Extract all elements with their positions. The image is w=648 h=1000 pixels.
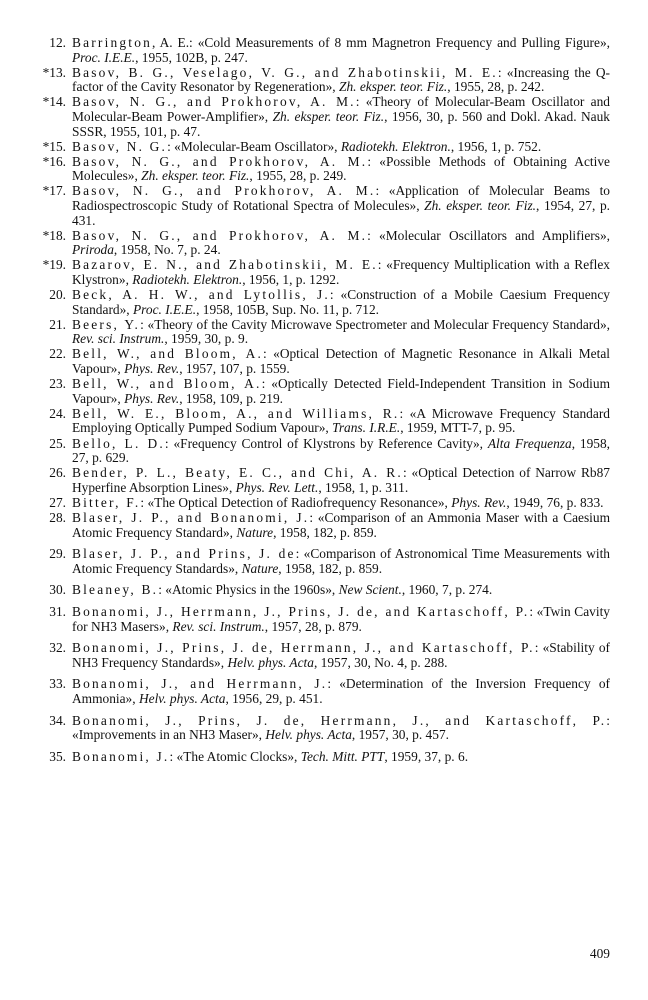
reference-details: , 1949, 76, p. 833. xyxy=(506,494,604,510)
reference-entry xyxy=(30,184,610,228)
reference-text xyxy=(72,605,610,634)
reference-details: , 1954, 27, p. 431. xyxy=(72,198,610,228)
reference-title: : «Twin Cavity for NH3 Masers», xyxy=(72,603,610,634)
reference-entry xyxy=(30,466,610,495)
reference-details: , 1956, 1, p. 752. xyxy=(450,138,542,154)
reference-text xyxy=(72,95,610,139)
reference-number: 26. xyxy=(49,465,66,481)
reference-entry xyxy=(30,347,610,376)
reference-journal: Alta Frequenza xyxy=(487,435,572,451)
reference-details: , 1955, 28, p. 242. xyxy=(447,79,545,95)
reference-authors: Beck, A. H. W., and Lytollis, J. xyxy=(72,287,330,303)
reference-authors: Barrington xyxy=(72,35,153,50)
reference-authors: Bonanomi, J., Herrmann, J., Prins, J. de, and Kartaschoff, P. xyxy=(72,603,530,619)
reference-text xyxy=(72,377,610,406)
reference-details: , 1958, 182, p. 859. xyxy=(278,560,383,576)
reference-number: *14. xyxy=(42,94,66,110)
reference-entry xyxy=(30,407,610,436)
reference-journal: Phys. Rev. xyxy=(451,494,507,510)
reference-title: : «The Atomic Clocks», xyxy=(169,748,301,764)
reference-title: : «Optical Detection of Narrow Rb87 Hyperfine Absorption Lines», xyxy=(72,465,610,495)
reference-text xyxy=(72,407,610,436)
reference-journal: Zh. eksper. teor. Fiz. xyxy=(339,79,448,95)
reference-entry xyxy=(30,258,610,287)
reference-entry xyxy=(30,496,610,511)
reference-number: 12. xyxy=(49,35,66,50)
reference-title: : «Frequency Multiplication with a Reflex Klystron», xyxy=(72,257,610,287)
reference-journal: Proc. I.E.E. xyxy=(133,301,197,317)
reference-entry xyxy=(30,155,610,184)
reference-text xyxy=(72,318,610,347)
reference-title: : «A Microwave Frequency Standard Employing Optically Pumped Sodium Vapour», xyxy=(72,405,610,436)
reference-journal: Radiotekh. Elektron. xyxy=(340,138,451,154)
reference-journal: Tech. Mitt. PTT xyxy=(300,748,385,764)
reference-entry xyxy=(30,66,610,95)
reference-text xyxy=(72,583,610,598)
reference-journal: Rev. sci. Instrum. xyxy=(72,331,165,347)
reference-journal: New Scient. xyxy=(338,582,402,598)
reference-entry xyxy=(30,677,610,706)
reference-title: : «Stability of NH3 Frequency Standards», xyxy=(72,640,610,670)
reference-title: : «Improvements in an NH3 Maser», xyxy=(72,712,610,743)
reference-title: : «Atomic Physics in the 1960s», xyxy=(158,582,339,598)
reference-title: : «Optical Detection of Magnetic Resonance in Alkali Metal Vapour», xyxy=(72,346,610,377)
reference-text xyxy=(72,229,610,258)
reference-details: , 1957, 30, p. 457. xyxy=(351,727,449,743)
reference-authors: Bitter, F. xyxy=(72,494,141,510)
reference-number: 31. xyxy=(49,603,66,619)
reference-details: , 1955, 102B, p. 247. xyxy=(135,49,248,65)
reference-journal: Helv. phys. Acta xyxy=(265,727,352,743)
reference-number: 20. xyxy=(49,287,66,303)
reference-text xyxy=(72,437,610,466)
reference-details: , 1957, 30, No. 4, p. 288. xyxy=(313,654,448,670)
reference-number: 32. xyxy=(49,640,66,656)
reference-journal: Phys. Rev. xyxy=(124,390,180,406)
reference-title: : «Possible Methods of Obtaining Active Molecules», xyxy=(72,153,610,184)
reference-title: : «Construction of a Mobile Caesium Frequency Standard», xyxy=(72,287,611,317)
reference-entry xyxy=(30,750,610,765)
reference-title: : «Optically Detected Field-Independent Transition in Sodium Vapour», xyxy=(72,376,610,406)
reference-entry xyxy=(30,547,610,576)
reference-text xyxy=(72,258,610,287)
reference-authors: Bender, P. L., Beaty, E. C., and Chi, A. R. xyxy=(72,465,403,481)
reference-details: , 1958, 1, p. 311. xyxy=(318,479,409,495)
reference-number: 21. xyxy=(49,316,66,332)
reference-title: : «The Optical Detection of Radiofrequency Resonance», xyxy=(140,494,452,510)
reference-authors: Bonanomi, J., and Herrmann, J. xyxy=(72,676,328,692)
reference-title: : «Comparison of Astronomical Time Measurements with Atomic Frequency Standards», xyxy=(72,546,610,576)
reference-authors: Bell, W., and Bloom, A. xyxy=(72,346,264,362)
reference-number: 24. xyxy=(49,405,66,421)
reference-entry xyxy=(30,641,610,670)
reference-number: *16. xyxy=(42,153,66,169)
reference-authors: Bonanomi, J., Prins, J. de, Herrmann, J., and Kartaschoff, P. xyxy=(72,640,535,656)
reference-text xyxy=(72,641,610,670)
reference-title: : «Molecular Oscillators and Amplifiers», xyxy=(367,227,610,243)
reference-journal: Proc. I.E.E. xyxy=(72,49,136,65)
page-number: 409 xyxy=(589,946,610,961)
reference-details: , 1958, 109, p. 219. xyxy=(179,390,284,406)
reference-number: 28. xyxy=(49,510,66,525)
reference-entry xyxy=(30,36,610,65)
reference-number: *19. xyxy=(42,257,66,273)
reference-details: , 1956, 29, p. 451. xyxy=(225,690,323,706)
reference-authors: Bazarov, E. N., and Zhabotinskii, M. E. xyxy=(72,257,378,273)
reference-number: 30. xyxy=(49,582,66,598)
reference-journal: Zh. eksper. teor. Fiz. xyxy=(141,168,250,184)
reference-text xyxy=(72,511,610,540)
reference-authors: Basov, N. G., and Prokhorov, A. M. xyxy=(72,153,368,169)
reference-entry xyxy=(30,377,610,406)
reference-authors: Blaser, J. P., and Bonanomi, J. xyxy=(72,510,310,525)
reference-entry xyxy=(30,583,610,598)
reference-number: 29. xyxy=(49,546,66,562)
reference-text xyxy=(72,750,610,765)
reference-details: , 1957, 28, p. 879. xyxy=(264,618,362,634)
reference-text xyxy=(72,184,610,228)
reference-number: 27. xyxy=(49,494,66,510)
reference-number: *13. xyxy=(42,64,66,80)
reference-journal: Helv. phys. Acta xyxy=(138,690,226,706)
reference-number: 23. xyxy=(49,376,66,392)
reference-details: , 1959, MTT-7, p. 95. xyxy=(400,420,516,436)
reference-authors: Basov, B. G., Veselago, V. G., and Zhabotinskii, M. E. xyxy=(72,64,498,80)
reference-text xyxy=(72,140,610,155)
reference-journal: Nature xyxy=(241,560,279,576)
reference-authors: Bello, L. D. xyxy=(72,435,165,451)
reference-entry xyxy=(30,437,610,466)
reference-details: , 1958, 182, p. 859. xyxy=(273,524,377,540)
reference-number: *15. xyxy=(42,138,66,154)
reference-journal: Priroda xyxy=(72,242,114,258)
reference-number: *18. xyxy=(42,227,66,243)
reference-text xyxy=(72,347,610,376)
reference-details: , 1959, 37, p. 6. xyxy=(384,748,469,764)
reference-journal: Phys. Rev. Lett. xyxy=(235,479,319,495)
reference-details: , 1960, 7, p. 274. xyxy=(401,582,493,598)
reference-authors: Basov, N. G., and Prokhorov, A. M. xyxy=(72,227,368,243)
reference-authors: Beers, Y. xyxy=(72,316,141,332)
reference-journal: Phys. Rev. xyxy=(124,361,180,377)
reference-journal: Radiotekh. Elektron. xyxy=(132,272,243,287)
reference-title: , A. E.: «Cold Measurements of 8 mm Magnetron Frequency and Pulling Figure», xyxy=(152,35,610,50)
reference-title: : «Application of Molecular Beams to Radiospectroscopic Study of Rotational Spectra of Molecules», xyxy=(72,183,610,214)
reference-journal: Nature xyxy=(236,524,274,540)
reference-title: : «Frequency Control of Klystrons by Reference Cavity», xyxy=(164,435,488,451)
reference-journal: Rev. sci. Instrum. xyxy=(172,618,265,634)
reference-entry xyxy=(30,714,610,743)
reference-details: , 1959, 30, p. 9. xyxy=(164,331,249,347)
reference-entry xyxy=(30,318,610,347)
reference-authors: Bleaney, B. xyxy=(72,582,159,598)
reference-authors: Basov, N. G., and Prokhorov, A. M. xyxy=(72,183,376,199)
reference-text xyxy=(72,66,610,95)
reference-title: : «Increasing the Q-factor of the Cavity Resonator by Regeneration», xyxy=(72,64,610,95)
reference-text xyxy=(72,36,610,65)
reference-number: 22. xyxy=(49,346,66,362)
reference-details: , 1956, 1, p. 1292. xyxy=(242,272,340,287)
reference-text xyxy=(72,155,610,184)
reference-text xyxy=(72,714,610,743)
reference-title: : «Determination of the Inversion Frequency of Ammonia», xyxy=(72,676,610,706)
reference-entry xyxy=(30,140,610,155)
reference-title: : «Molecular-Beam Oscillator», xyxy=(167,138,341,154)
reference-journal: Helv. phys. Acta xyxy=(227,654,314,670)
reference-authors: Blaser, J. P., and Prins, J. de xyxy=(72,546,296,562)
reference-entry xyxy=(30,288,610,317)
reference-number: 25. xyxy=(49,435,66,451)
reference-number: 34. xyxy=(49,712,66,728)
reference-number: 33. xyxy=(49,676,66,692)
reference-details: , 1958, 105B, Sup. No. 11, p. 712. xyxy=(196,301,379,317)
reference-text xyxy=(72,677,610,706)
reference-details: , 1955, 28, p. 249. xyxy=(249,168,347,184)
reference-authors: Basov, N. G., and Prokhorov, A. M. xyxy=(72,94,356,110)
reference-list xyxy=(30,36,610,765)
reference-journal: Trans. I.R.E. xyxy=(332,420,401,436)
reference-authors: Basov, N. G. xyxy=(72,138,168,154)
reference-entry xyxy=(30,95,610,139)
reference-details: , 1956, 30, p. 560 and Dokl. Akad. Nauk SSSR, 1955, 101, p. 47. xyxy=(72,108,610,139)
reference-entry xyxy=(30,511,610,540)
reference-journal: Zh. eksper. teor. Fiz. xyxy=(424,198,537,214)
reference-text xyxy=(72,547,610,576)
reference-text xyxy=(72,288,610,317)
reference-title: : «Comparison of an Ammonia Maser with a Caesium Atomic Frequency Standard», xyxy=(72,510,611,540)
reference-title: : «Theory of Molecular-Beam Oscillator and Molecular-Beam Power-Amplifier», xyxy=(72,94,610,124)
reference-authors: Bell, W., and Bloom, A. xyxy=(72,376,262,392)
reference-number: *17. xyxy=(42,183,66,199)
reference-title: : «Theory of the Cavity Microwave Spectrometer and Molecular Frequency Standard», xyxy=(140,316,610,332)
reference-entry xyxy=(30,229,610,258)
reference-journal: Zh. eksper. teor. Fiz. xyxy=(272,108,385,124)
reference-text xyxy=(72,466,610,495)
reference-text xyxy=(72,496,610,511)
reference-details: , 1958, 27, p. 629. xyxy=(72,435,610,466)
reference-entry xyxy=(30,605,610,634)
reference-authors: Bonanomi, J., Prins, J. de, Herrmann, J., and Kartaschoff, P. xyxy=(72,712,607,728)
reference-details: , 1958, No. 7, p. 24. xyxy=(113,242,221,258)
reference-authors: Bell, W. E., Bloom, A., and Williams, R. xyxy=(72,405,400,421)
reference-authors: Bonanomi, J. xyxy=(72,748,170,764)
reference-details: , 1957, 107, p. 1559. xyxy=(179,361,290,377)
reference-number: 35. xyxy=(49,748,66,764)
